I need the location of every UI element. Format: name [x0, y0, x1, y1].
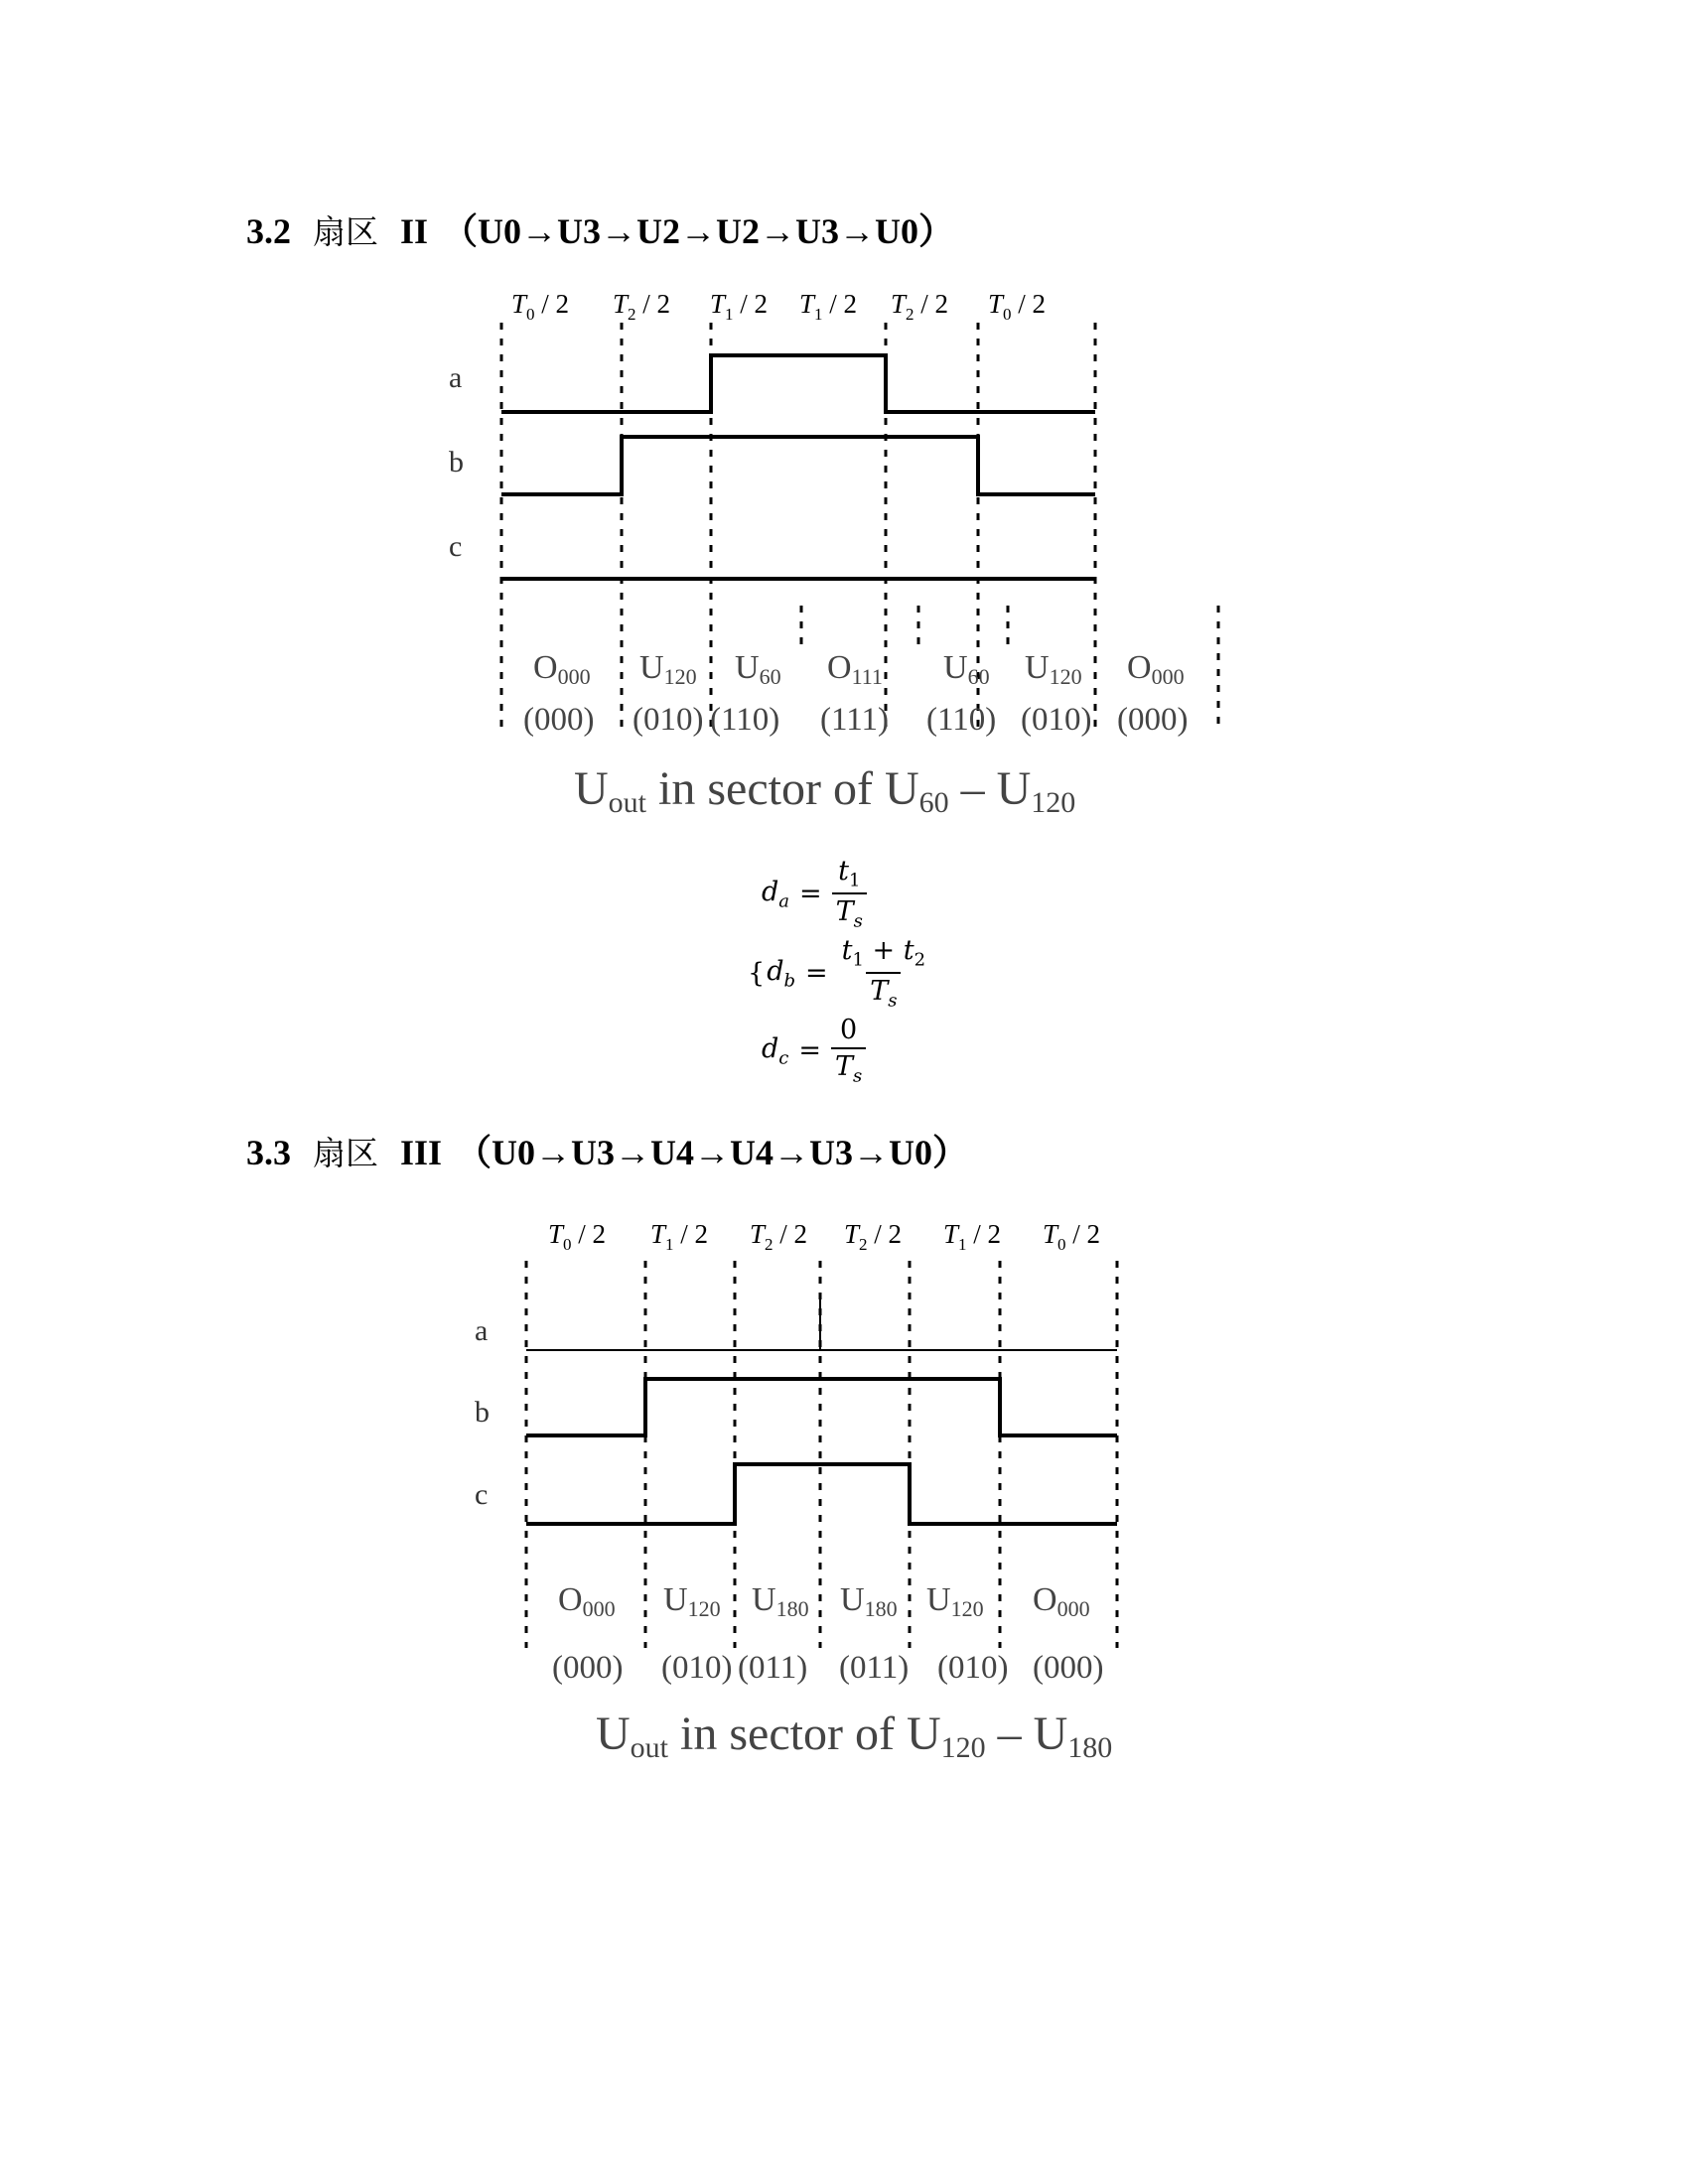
time-label-1: $T_0 / 2$: [548, 1219, 607, 1254]
vector-label-6: O000: [1033, 1581, 1090, 1621]
sector-label: 扇区: [313, 212, 378, 251]
vector-code-3: (110): [710, 702, 780, 738]
vector-label-1: O000: [558, 1581, 616, 1621]
time-label-5: $T_2 / 2$: [891, 289, 949, 324]
phase-label-b: b: [475, 1396, 490, 1429]
time-label-2: $T_1 / 2$: [650, 1219, 709, 1254]
vector-label-6: U120: [1025, 649, 1082, 689]
time-label-4: $T_1 / 2$: [799, 289, 858, 324]
time-label-6: $T_0 / 2$: [1043, 1219, 1101, 1254]
phase-label-c: c: [475, 1478, 489, 1511]
phase-label-a: a: [475, 1314, 489, 1347]
vector-code-3: (011): [738, 1650, 808, 1686]
sector-label: 扇区: [313, 1134, 378, 1172]
time-label-5: $T_1 / 2$: [943, 1219, 1002, 1254]
time-label-3: $T_1 / 2$: [710, 289, 769, 324]
vector-label-5: U60: [943, 649, 990, 689]
vector-label-5: U120: [926, 1581, 984, 1621]
vector-code-6: (000): [1033, 1650, 1104, 1686]
sector-roman: II: [400, 211, 429, 251]
diagram-caption-sector-ii: Uout in sector of U60 – U120: [574, 762, 1076, 819]
vector-code-2: (010): [633, 702, 704, 738]
time-label-1: $T_0 / 2$: [511, 289, 570, 324]
phase-label-a: a: [449, 361, 463, 394]
time-label-2: $T_2 / 2$: [613, 289, 671, 324]
time-label-4: $T_2 / 2$: [844, 1219, 903, 1254]
section-number: 3.3: [246, 1133, 291, 1172]
vector-label-4: O111: [827, 649, 883, 689]
vector-label-7: O000: [1127, 649, 1185, 689]
vector-code-5: (110): [926, 702, 997, 738]
vector-code-4: (111): [820, 702, 890, 738]
vector-code-7: (000): [1117, 702, 1189, 738]
time-label-3: $T_2 / 2$: [750, 1219, 808, 1254]
section-number: 3.2: [246, 211, 291, 251]
vector-label-3: U60: [735, 649, 781, 689]
sector-roman: III: [400, 1133, 443, 1172]
vector-code-6: (010): [1021, 702, 1092, 738]
phase-label-b: b: [449, 446, 464, 478]
vector-label-1: O000: [533, 649, 591, 689]
switching-sequence: （U0→U3→U4→U4→U3→U0）: [456, 1133, 969, 1172]
vector-label-2: U120: [639, 649, 697, 689]
vector-label-3: U180: [752, 1581, 809, 1621]
vector-code-5: (010): [937, 1650, 1009, 1686]
vector-code-4: (011): [839, 1650, 910, 1686]
formula-da: $d_a$ = $\frac{t_1}{T_s}$: [762, 856, 867, 932]
vector-code-1: (000): [552, 1650, 624, 1686]
vector-code-1: (000): [523, 702, 595, 738]
vector-code-2: (010): [661, 1650, 733, 1686]
time-label-6: $T_0 / 2$: [988, 289, 1047, 324]
formula-dc: $d_c$ = $\frac{0}{T_s}$: [762, 1015, 866, 1086]
vector-label-2: U120: [663, 1581, 721, 1621]
phase-label-c: c: [449, 530, 463, 563]
vector-label-4: U180: [840, 1581, 898, 1621]
diagram-caption-sector-iii: Uout in sector of U120 – U180: [596, 1707, 1113, 1764]
switching-sequence: （U0→U3→U2→U2→U3→U0）: [442, 211, 955, 251]
boundary-lines: [526, 1261, 1117, 1648]
formula-db: { $d_b$ = $\frac{t_1 + t_2}{T_s}$: [748, 935, 926, 1012]
